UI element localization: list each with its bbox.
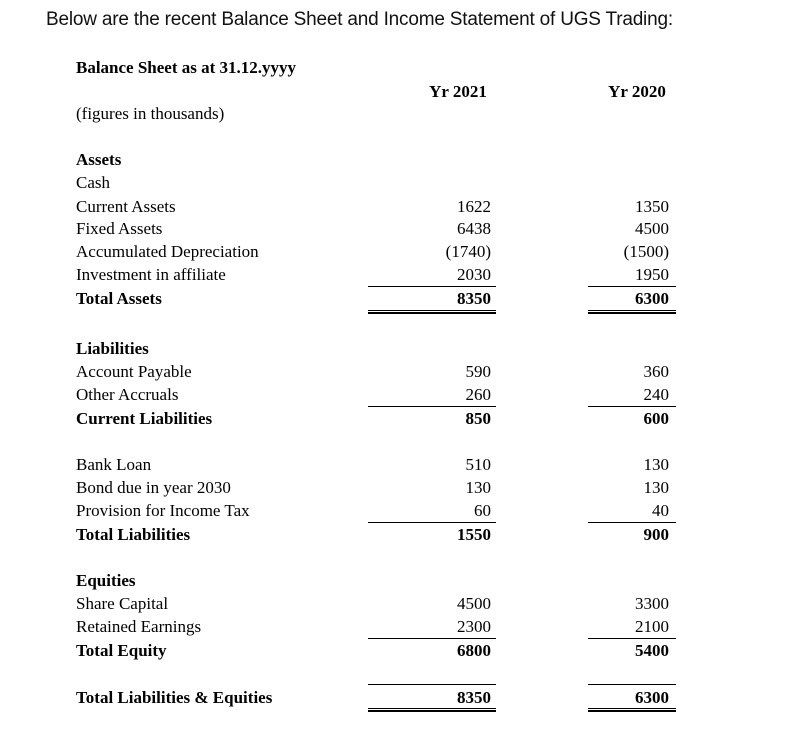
assets-heading: Assets — [76, 150, 122, 169]
row-value-2021: 510 — [465, 455, 491, 474]
row-value-2021: 590 — [465, 362, 491, 381]
row-label: Account Payable — [76, 362, 192, 381]
cash-label: Cash — [76, 173, 110, 192]
row-value-2020: 240 — [643, 385, 669, 404]
grand-total-label: Total Liabilities & Equities — [76, 688, 273, 707]
row-value-2020: 3300 — [635, 594, 669, 613]
grand-total-top-rule — [368, 684, 496, 685]
row-label: Bond due in year 2030 — [76, 478, 231, 497]
grand-total-2021: 8350 — [457, 688, 491, 707]
row-value-2021: 2030 — [457, 265, 491, 284]
row-value-2020: 40 — [652, 501, 669, 520]
double-rule — [368, 708, 496, 712]
intro-text: Below are the recent Balance Sheet and Income Statement of UGS Trading: — [46, 9, 673, 30]
total-liabilities-2021: 1550 — [457, 525, 491, 544]
total-equity-label: Total Equity — [76, 641, 167, 660]
row-label: Investment in affiliate — [76, 265, 226, 284]
total-assets-label: Total Assets — [76, 289, 162, 308]
subtotal-rule — [368, 522, 496, 523]
row-value-2020: 360 — [643, 362, 669, 381]
row-value-2020: (1500) — [623, 242, 669, 261]
row-value-2021: 1622 — [457, 197, 491, 216]
grand-total-top-rule — [588, 684, 676, 685]
row-value-2021: (1740) — [445, 242, 491, 261]
total-equity-2020: 5400 — [635, 641, 669, 660]
row-value-2020: 130 — [643, 455, 669, 474]
row-label: Current Assets — [76, 197, 176, 216]
row-label: Provision for Income Tax — [76, 501, 250, 520]
total-assets-2020: 6300 — [635, 289, 669, 308]
subtotal-rule — [368, 406, 496, 407]
double-rule — [588, 708, 676, 712]
row-value-2021: 6438 — [457, 219, 491, 238]
row-value-2021: 130 — [465, 478, 491, 497]
equities-heading: Equities — [76, 571, 136, 590]
row-label: Retained Earnings — [76, 617, 202, 636]
row-label: Share Capital — [76, 594, 169, 613]
row-value-2020: 4500 — [635, 219, 669, 238]
total-assets-2021: 8350 — [457, 289, 491, 308]
row-value-2020: 1350 — [635, 197, 669, 216]
current-liabilities-2020: 600 — [643, 409, 669, 428]
subtotal-rule — [368, 638, 496, 639]
row-value-2021: 4500 — [457, 594, 491, 613]
total-liabilities-2020: 900 — [643, 525, 669, 544]
total-equity-2021: 6800 — [457, 641, 491, 660]
row-value-2021: 60 — [474, 501, 491, 520]
current-liabilities-label: Current Liabilities — [76, 409, 213, 428]
liabilities-heading: Liabilities — [76, 339, 149, 358]
subtotal-rule — [588, 286, 676, 287]
subtotal-rule — [588, 522, 676, 523]
subtotal-rule — [588, 638, 676, 639]
row-label: Fixed Assets — [76, 219, 163, 238]
row-label: Bank Loan — [76, 455, 152, 474]
double-rule — [588, 310, 676, 314]
row-value-2020: 2100 — [635, 617, 669, 636]
row-value-2020: 130 — [643, 478, 669, 497]
row-value-2020: 1950 — [635, 265, 669, 284]
row-value-2021: 260 — [465, 385, 491, 404]
row-value-2021: 2300 — [457, 617, 491, 636]
current-liabilities-2021: 850 — [465, 409, 491, 428]
total-liabilities-label: Total Liabilities — [76, 525, 191, 544]
grand-total-2020: 6300 — [635, 688, 669, 707]
double-rule — [368, 310, 496, 314]
row-label: Accumulated Depreciation — [76, 242, 259, 261]
row-label: Other Accruals — [76, 385, 179, 404]
sheet-title: Balance Sheet as at 31.12.yyyy — [76, 58, 297, 77]
column-header-2021: Yr 2021 — [429, 82, 487, 101]
subtotal-rule — [588, 406, 676, 407]
subtotal-rule — [368, 286, 496, 287]
column-header-2020: Yr 2020 — [608, 82, 666, 101]
figures-note: (figures in thousands) — [76, 104, 225, 123]
